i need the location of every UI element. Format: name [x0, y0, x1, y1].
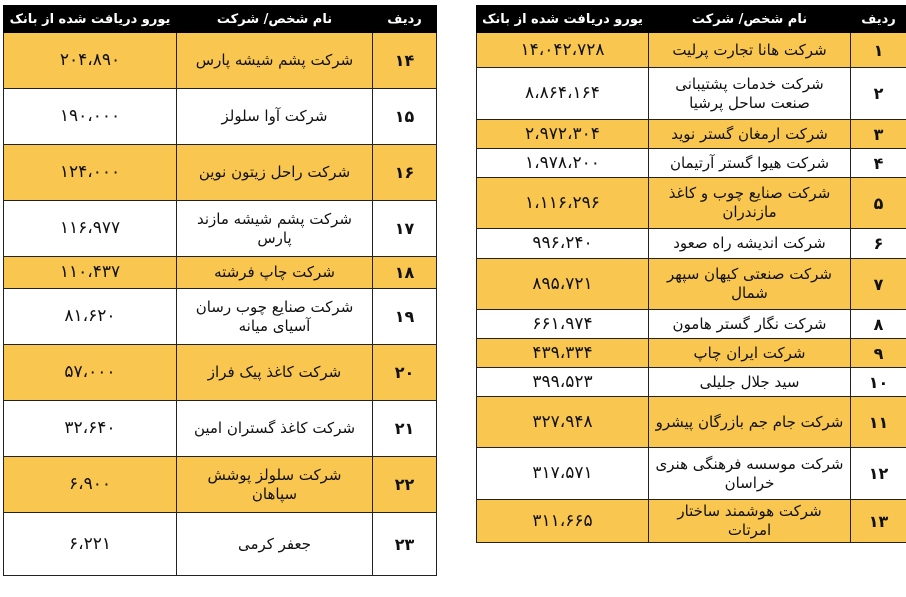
table-row	[477, 229, 906, 259]
row-number: ۱۰	[851, 368, 906, 397]
table-row	[477, 33, 906, 68]
company-name: شرکت اندیشه راه صعود	[649, 229, 851, 259]
table-row	[477, 120, 906, 149]
row-number: ۲۳	[373, 513, 437, 576]
company-name: شرکت کاغذ پیک فراز	[177, 345, 373, 401]
row-number: ۱۹	[373, 289, 437, 345]
row-number: ۱۲	[851, 448, 906, 500]
company-name: شرکت هانا تجارت پرلیت	[649, 33, 851, 68]
table-row	[477, 310, 906, 339]
header-row-no: ردیف	[851, 6, 906, 33]
row-number: ۹	[851, 339, 906, 368]
row-number: ۳	[851, 120, 906, 149]
amount-value: ۳۲،۶۴۰	[4, 401, 177, 457]
company-name: شرکت صنایع چوب و کاغذ مازندران	[649, 178, 851, 229]
table-row	[477, 68, 906, 120]
amount-value: ۵۷،۰۰۰	[4, 345, 177, 401]
amount-value: ۱۱۶،۹۷۷	[4, 201, 177, 257]
amount-value: ۱۲۴،۰۰۰	[4, 145, 177, 201]
company-name: شرکت صنایع چوب رسان آسیای میانه	[177, 289, 373, 345]
left-table	[3, 5, 437, 576]
company-name: شرکت پشم شیشه پارس	[177, 33, 373, 89]
company-name: شرکت چاپ فرشته	[177, 257, 373, 289]
amount-value: ۲۰۴،۸۹۰	[4, 33, 177, 89]
amount-value: ۸۹۵،۷۲۱	[477, 259, 649, 310]
table-row	[4, 33, 437, 89]
company-name: شرکت موسسه فرهنگی هنری خراسان	[649, 448, 851, 500]
amount-value: ۳۱۱،۶۶۵	[477, 500, 649, 543]
table-row	[477, 500, 906, 543]
row-number: ۱۵	[373, 89, 437, 145]
row-number: ۱۳	[851, 500, 906, 543]
amount-value: ۳۲۷،۹۴۸	[477, 397, 649, 448]
right-table	[476, 5, 906, 543]
table-row	[477, 149, 906, 178]
company-name: شرکت آوا سلولز	[177, 89, 373, 145]
row-number: ۱۶	[373, 145, 437, 201]
amount-value: ۶۶۱،۹۷۴	[477, 310, 649, 339]
amount-value: ۲،۹۷۲،۳۰۴	[477, 120, 649, 149]
amount-value: ۶،۹۰۰	[4, 457, 177, 513]
company-name: شرکت صنعتی کیهان سپهر شمال	[649, 259, 851, 310]
row-number: ۱	[851, 33, 906, 68]
amount-value: ۱۴،۰۴۲،۷۲۸	[477, 33, 649, 68]
company-name: شرکت نگار گستر هامون	[649, 310, 851, 339]
company-name: جعفر کرمی	[177, 513, 373, 576]
row-number: ۲	[851, 68, 906, 120]
table-row	[4, 457, 437, 513]
table-header-row	[4, 6, 437, 33]
amount-value: ۱،۱۱۶،۲۹۶	[477, 178, 649, 229]
header-name: نام شخص/ شرکت	[177, 6, 373, 33]
row-number: ۲۲	[373, 457, 437, 513]
header-amount: یورو دریافت شده از بانک	[477, 6, 649, 33]
table-row	[477, 339, 906, 368]
table-row	[4, 145, 437, 201]
company-name: شرکت ارمغان گستر نوید	[649, 120, 851, 149]
amount-value: ۸،۸۶۴،۱۶۴	[477, 68, 649, 120]
table-row	[477, 259, 906, 310]
row-number: ۱۴	[373, 33, 437, 89]
row-number: ۱۷	[373, 201, 437, 257]
table-row	[4, 289, 437, 345]
company-name: شرکت ایران چاپ	[649, 339, 851, 368]
company-name: شرکت خدمات پشتیبانی صنعت ساحل پرشیا	[649, 68, 851, 120]
row-number: ۲۰	[373, 345, 437, 401]
table-row	[4, 345, 437, 401]
company-name: شرکت راحل زیتون نوین	[177, 145, 373, 201]
header-row-no: ردیف	[373, 6, 437, 33]
amount-value: ۳۱۷،۵۷۱	[477, 448, 649, 500]
amount-value: ۳۹۹،۵۲۳	[477, 368, 649, 397]
row-number: ۵	[851, 178, 906, 229]
header-name: نام شخص/ شرکت	[649, 6, 851, 33]
row-number: ۱۱	[851, 397, 906, 448]
table-row	[477, 368, 906, 397]
row-number: ۸	[851, 310, 906, 339]
amount-value: ۱۹۰،۰۰۰	[4, 89, 177, 145]
table-row	[4, 201, 437, 257]
company-name: شرکت سلولز پوشش سپاهان	[177, 457, 373, 513]
row-number: ۷	[851, 259, 906, 310]
company-name: شرکت هوشمند ساختار امرتات	[649, 500, 851, 543]
row-number: ۲۱	[373, 401, 437, 457]
table-header-row	[477, 6, 906, 33]
amount-value: ۱۱۰،۴۳۷	[4, 257, 177, 289]
row-number: ۶	[851, 229, 906, 259]
table-row	[477, 178, 906, 229]
amount-value: ۹۹۶،۲۴۰	[477, 229, 649, 259]
company-name: شرکت هیوا گستر آرتیمان	[649, 149, 851, 178]
table-row	[4, 89, 437, 145]
amount-value: ۶،۲۲۱	[4, 513, 177, 576]
company-name: شرکت جام جم بازرگان پیشرو	[649, 397, 851, 448]
amount-value: ۸۱،۶۲۰	[4, 289, 177, 345]
table-row	[477, 448, 906, 500]
header-amount: یورو دریافت شده از بانک	[4, 6, 177, 33]
row-number: ۱۸	[373, 257, 437, 289]
table-row	[4, 257, 437, 289]
row-number: ۴	[851, 149, 906, 178]
company-name: شرکت پشم شیشه مازند پارس	[177, 201, 373, 257]
amount-value: ۴۳۹،۳۳۴	[477, 339, 649, 368]
company-name: سید جلال جلیلی	[649, 368, 851, 397]
table-row	[477, 397, 906, 448]
amount-value: ۱،۹۷۸،۲۰۰	[477, 149, 649, 178]
company-name: شرکت کاغذ گستران امین	[177, 401, 373, 457]
table-row	[4, 401, 437, 457]
table-row	[4, 513, 437, 576]
